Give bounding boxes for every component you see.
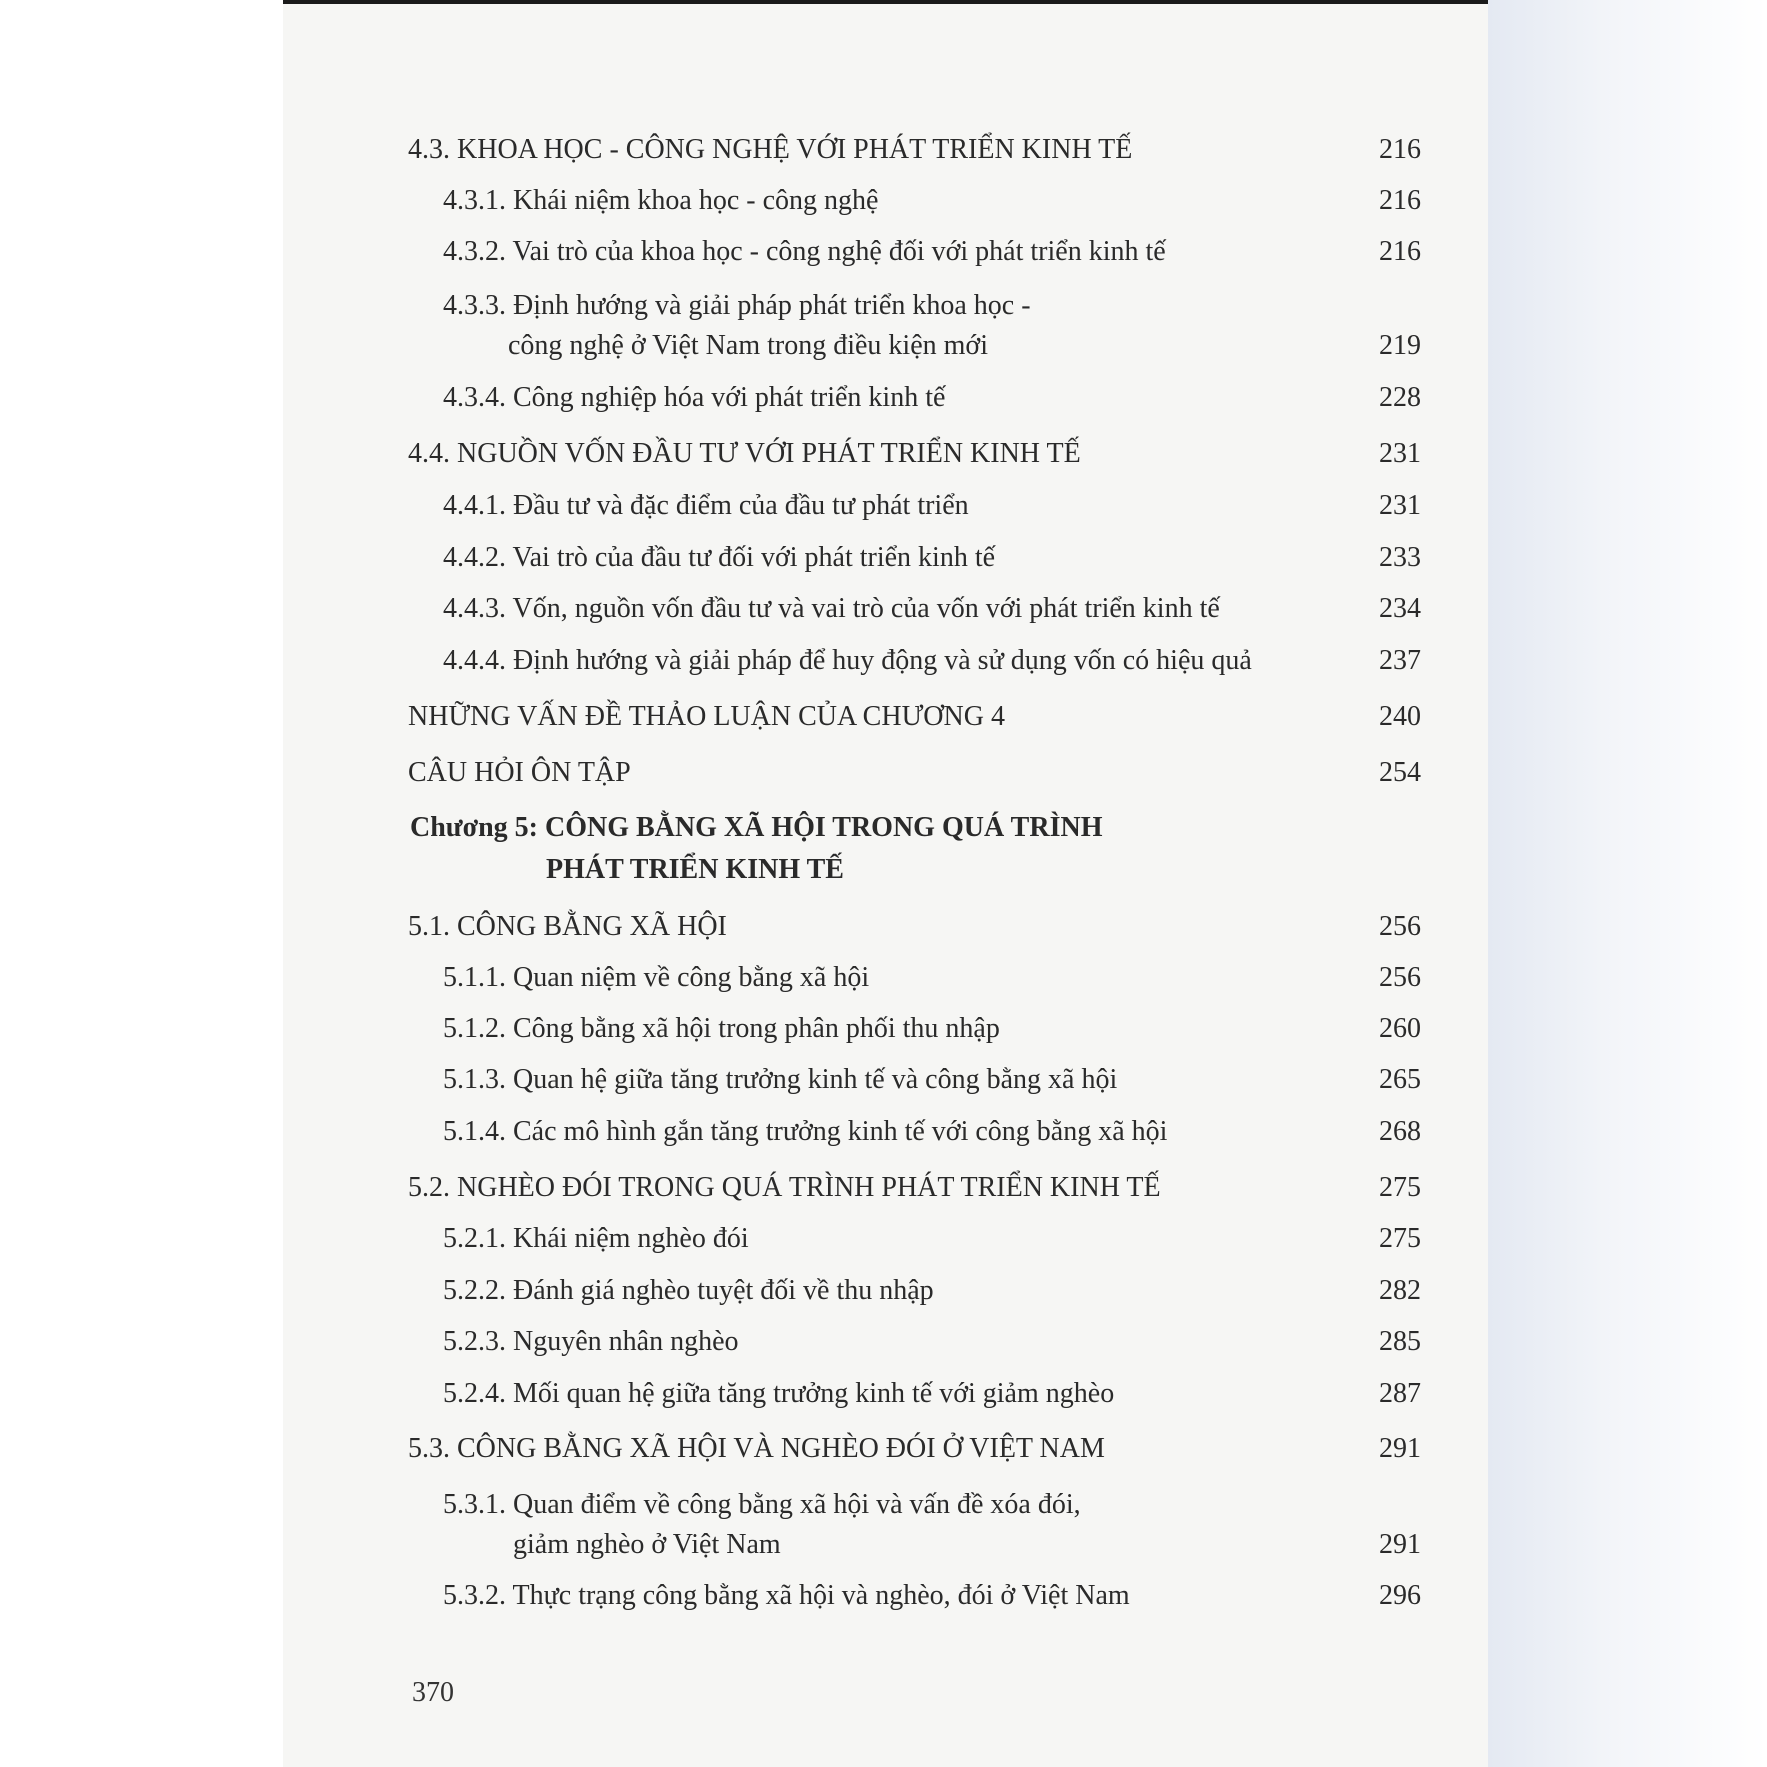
toc-entry-page: 231 bbox=[1379, 438, 1421, 469]
toc-entry-title: 4.3.4. Công nghiệp hóa với phát triển kinh tế bbox=[443, 382, 946, 413]
toc-subsection-4-4-4 bbox=[0, 641, 1767, 681]
toc-section-5-1 bbox=[0, 907, 1767, 947]
toc-entry-title: CÂU HỎI ÔN TẬP bbox=[408, 757, 631, 788]
toc-entry-title: 4.4.2. Vai trò của đầu tư đối với phát triển kinh tế bbox=[443, 542, 996, 573]
toc-entry-title: 5.1.4. Các mô hình gắn tăng trưởng kinh tế với công bằng xã hội bbox=[443, 1116, 1168, 1147]
toc-entry-page: 256 bbox=[1379, 911, 1421, 942]
toc-subsection-4-4-2 bbox=[0, 538, 1767, 578]
toc-subsection-5-3-1 bbox=[0, 1485, 1767, 1525]
toc-entry-page: 268 bbox=[1379, 1116, 1421, 1147]
toc-section-4-3 bbox=[0, 130, 1767, 170]
toc-entry-title: 5.2. NGHÈO ĐÓI TRONG QUÁ TRÌNH PHÁT TRIỂN KINH TẾ bbox=[408, 1172, 1161, 1203]
toc-subsection-5-2-3 bbox=[0, 1322, 1767, 1362]
toc-entry-page: 216 bbox=[1379, 134, 1421, 165]
toc-entry-page: 291 bbox=[1379, 1529, 1421, 1560]
toc-subsection-5-2-1 bbox=[0, 1219, 1767, 1259]
toc-section-4-4 bbox=[0, 434, 1767, 474]
toc-subsection-5-2-2 bbox=[0, 1271, 1767, 1311]
toc-entry-page: 234 bbox=[1379, 593, 1421, 624]
toc-entry-page: 216 bbox=[1379, 236, 1421, 267]
toc-entry-page: 285 bbox=[1379, 1326, 1421, 1357]
toc-entry-page: 231 bbox=[1379, 490, 1421, 521]
toc-entry-page: 260 bbox=[1379, 1013, 1421, 1044]
toc-entry-title: 4.4.1. Đầu tư và đặc điểm của đầu tư phát triển bbox=[443, 490, 969, 521]
toc-entry-title: 4.3. KHOA HỌC - CÔNG NGHỆ VỚI PHÁT TRIỂN KINH TẾ bbox=[408, 134, 1133, 165]
toc-entry-page: 291 bbox=[1379, 1433, 1421, 1464]
toc-chapter-heading: PHÁT TRIỂN KINH TẾ bbox=[546, 854, 844, 885]
toc-entry-title: 4.3.1. Khái niệm khoa học - công nghệ bbox=[443, 185, 879, 216]
toc-subsection-5-3-1-cont bbox=[0, 1525, 1767, 1565]
toc-entry-title: NHỮNG VẤN ĐỀ THẢO LUẬN CỦA CHƯƠNG 4 bbox=[408, 701, 1005, 732]
toc-entry-title: 5.2.4. Mối quan hệ giữa tăng trưởng kinh tế với giảm nghèo bbox=[443, 1378, 1115, 1409]
toc-section-5-2 bbox=[0, 1168, 1767, 1208]
toc-entry-page: 275 bbox=[1379, 1172, 1421, 1203]
toc-subsection-4-4-1 bbox=[0, 486, 1767, 526]
toc-section-5-3 bbox=[0, 1429, 1767, 1469]
toc-entry-title: 4.3.3. Định hướng và giải pháp phát triển khoa học - bbox=[443, 290, 1031, 321]
toc-entry-page: 237 bbox=[1379, 645, 1421, 676]
toc-entry-title: 5.1. CÔNG BẰNG XÃ HỘI bbox=[408, 911, 727, 942]
toc-chapter-5-title-cont bbox=[0, 850, 1767, 890]
toc-entry-title: 5.1.1. Quan niệm về công bằng xã hội bbox=[443, 962, 870, 993]
toc-entry-page: 233 bbox=[1379, 542, 1421, 573]
toc-subsection-5-3-2 bbox=[0, 1576, 1767, 1616]
toc-entry-page: 228 bbox=[1379, 382, 1421, 413]
toc-entry-title: 5.1.3. Quan hệ giữa tăng trưởng kinh tế và công bằng xã hội bbox=[443, 1064, 1118, 1095]
toc-entry-page: 256 bbox=[1379, 962, 1421, 993]
toc-subsection-4-3-3 bbox=[0, 286, 1767, 326]
toc-entry-page: 275 bbox=[1379, 1223, 1421, 1254]
toc-entry-title: 4.4.4. Định hướng và giải pháp để huy động và sử dụng vốn có hiệu quả bbox=[443, 645, 1252, 676]
toc-entry-title: 5.2.2. Đánh giá nghèo tuyệt đối về thu nhập bbox=[443, 1275, 934, 1306]
toc-entry-page: 254 bbox=[1379, 757, 1421, 788]
toc-subsection-5-1-4 bbox=[0, 1112, 1767, 1152]
toc-entry-page: 219 bbox=[1379, 330, 1421, 361]
toc-entry-page: 216 bbox=[1379, 185, 1421, 216]
page-number: 370 bbox=[412, 1677, 454, 1708]
toc-subsection-4-3-1 bbox=[0, 181, 1767, 221]
toc-entry-title: 4.4. NGUỒN VỐN ĐẦU TƯ VỚI PHÁT TRIỂN KINH TẾ bbox=[408, 438, 1081, 469]
toc-subsection-4-3-2 bbox=[0, 232, 1767, 272]
toc-entry-page: 296 bbox=[1379, 1580, 1421, 1611]
toc-entry-page: 287 bbox=[1379, 1378, 1421, 1409]
toc-entry-page: 240 bbox=[1379, 701, 1421, 732]
toc-subsection-5-1-2 bbox=[0, 1009, 1767, 1049]
toc-entry-title: công nghệ ở Việt Nam trong điều kiện mới bbox=[508, 330, 988, 361]
toc-entry-title: 5.3.2. Thực trạng công bằng xã hội và nghèo, đói ở Việt Nam bbox=[443, 1580, 1130, 1611]
toc-subsection-5-1-3 bbox=[0, 1060, 1767, 1100]
toc-review-questions bbox=[0, 753, 1767, 793]
toc-subsection-4-3-4 bbox=[0, 378, 1767, 418]
toc-chapter-5-title bbox=[0, 808, 1767, 848]
toc-subsection-4-3-3-cont bbox=[0, 326, 1767, 366]
toc-entry-title: 5.3.1. Quan điểm về công bằng xã hội và vấn đề xóa đói, bbox=[443, 1489, 1081, 1520]
toc-entry-title: 5.1.2. Công bằng xã hội trong phân phối thu nhập bbox=[443, 1013, 1000, 1044]
toc-entry-title: giảm nghèo ở Việt Nam bbox=[513, 1529, 781, 1560]
toc-entry-title: 5.3. CÔNG BẰNG XÃ HỘI VÀ NGHÈO ĐÓI Ở VIỆT NAM bbox=[408, 1433, 1105, 1464]
toc-entry-title: 4.4.3. Vốn, nguồn vốn đầu tư và vai trò của vốn với phát triển kinh tế bbox=[443, 593, 1220, 624]
toc-entry-page: 265 bbox=[1379, 1064, 1421, 1095]
toc-entry-page: 282 bbox=[1379, 1275, 1421, 1306]
toc-entry-title: 4.3.2. Vai trò của khoa học - công nghệ đối với phát triển kinh tế bbox=[443, 236, 1166, 267]
toc-subsection-4-4-3 bbox=[0, 589, 1767, 629]
toc-subsection-5-2-4 bbox=[0, 1374, 1767, 1414]
toc-discussion-chapter-4 bbox=[0, 697, 1767, 737]
toc-entry-title: 5.2.3. Nguyên nhân nghèo bbox=[443, 1326, 739, 1357]
toc-chapter-heading: Chương 5: CÔNG BẰNG XÃ HỘI TRONG QUÁ TRÌNH bbox=[410, 812, 1103, 843]
toc-subsection-5-1-1 bbox=[0, 958, 1767, 998]
toc-entry-title: 5.2.1. Khái niệm nghèo đói bbox=[443, 1223, 749, 1254]
